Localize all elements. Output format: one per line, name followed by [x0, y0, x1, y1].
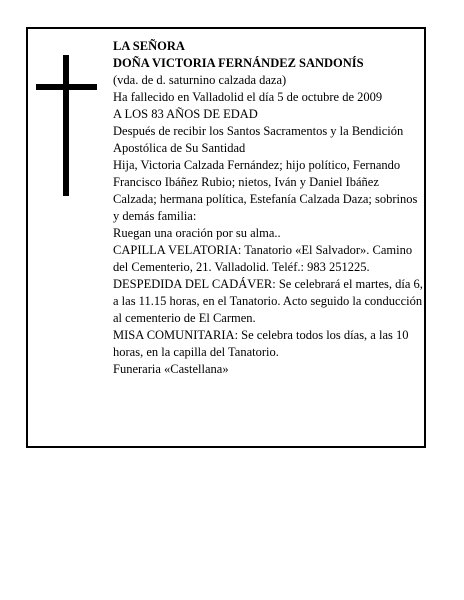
- family-list: Hija, Victoria Calzada Fernández; hijo político, Fernando Francisco Ibáñez Rubio; nietos, Iván y Daniel Ibáñez Calzada; hermana política, Estefanía Calzada Daza; sobrinos y demás familia:: [113, 158, 418, 223]
- cross-vertical-bar: [63, 55, 69, 196]
- prayer-request: Ruegan una oración por su alma..: [113, 226, 281, 240]
- obituary-text: [113, 38, 425, 378]
- age-at-death: A LOS 83 AÑOS DE EDAD: [113, 107, 258, 121]
- notice-title: LA SEÑORA: [113, 39, 185, 53]
- widow-note: (vda. de d. saturnino calzada daza): [113, 73, 287, 87]
- sacraments-note: Después de recibir los Santos Sacramentos y la Bendición Apostólica de Su Santidad: [113, 124, 404, 155]
- deceased-name: DOÑA VICTORIA FERNÁNDEZ SANDONÍS: [113, 56, 364, 70]
- cross-horizontal-bar: [36, 84, 97, 90]
- death-announcement: Ha fallecido en Valladolid el día 5 de octubre de 2009: [113, 90, 383, 104]
- funeral-home: Funeraria «Castellana»: [113, 362, 229, 376]
- mass-info: MISA COMUNITARIA: Se celebra todos los días, a las 10 horas, en la capilla del Tanatorio.: [113, 328, 409, 359]
- farewell-info: DESPEDIDA DEL CADÁVER: Se celebrará el martes, día 6, a las 11.15 horas, en el Tanatorio. Acto seguido la conducción al cementerio de El Carmen.: [113, 277, 423, 325]
- chapel-info: CAPILLA VELATORIA: Tanatorio «El Salvador». Camino del Cementerio, 21. Valladolid. Teléf.: 983 251225.: [113, 243, 413, 274]
- latin-cross-icon: [36, 55, 97, 196]
